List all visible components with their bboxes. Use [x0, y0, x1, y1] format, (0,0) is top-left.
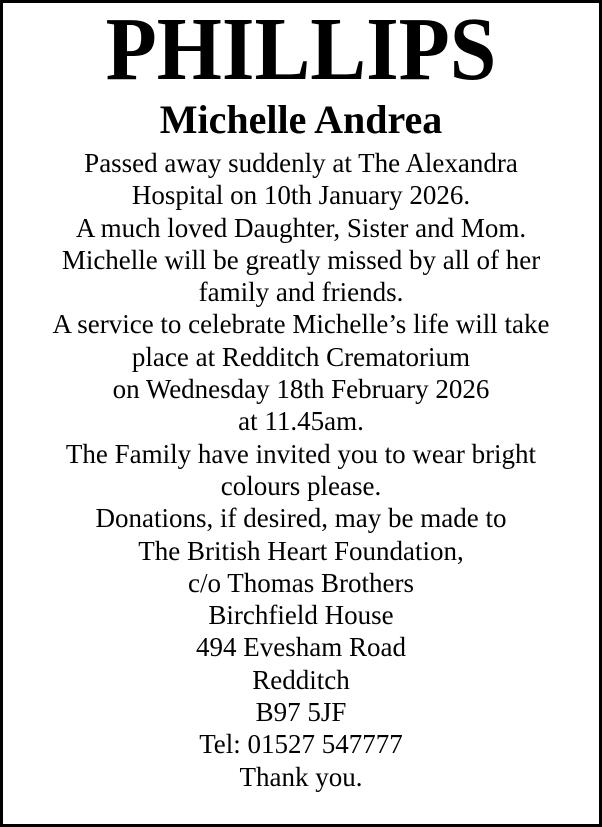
notice-line: c/o Thomas Brothers — [188, 567, 414, 598]
notice-line: Passed away suddenly at The Alexandra — [84, 148, 518, 178]
notice-line: B97 5JF — [255, 697, 347, 728]
notice-line: at 11.45am. — [238, 406, 364, 437]
notice-line: Thank you. — [239, 761, 363, 792]
notice-line: family and friends. — [198, 277, 404, 308]
notice-line: Hospital on 10th January 2026. — [131, 180, 471, 211]
notice-line: The Family have invited you to wear bright — [65, 438, 537, 469]
notice-line: Michelle will be greatly missed by all of her — [61, 244, 541, 275]
notice-line: Tel: 01527 547777 — [199, 729, 403, 760]
notice-line: A service to celebrate Michelle’s life will take — [52, 309, 550, 340]
notice-line: A much loved Daughter, Sister and Mom. — [75, 212, 527, 243]
notice-line: colours please. — [220, 470, 382, 501]
notice-line: 494 Evesham Road — [196, 632, 406, 663]
notice-line: Birchfield House — [208, 600, 394, 631]
notice-line: The British Heart Foundation, — [138, 535, 464, 566]
surname-heading: PHILLIPS — [105, 0, 497, 99]
notice-line: place at Redditch Crematorium — [131, 341, 471, 372]
notice-line: Donations, if desired, may be made to — [95, 503, 507, 534]
notice-body — [3, 147, 599, 793]
notice-line: Redditch — [252, 664, 350, 695]
notice-line: on Wednesday 18th February 2026 — [112, 374, 490, 405]
forenames-heading: Michelle Andrea — [159, 97, 443, 142]
